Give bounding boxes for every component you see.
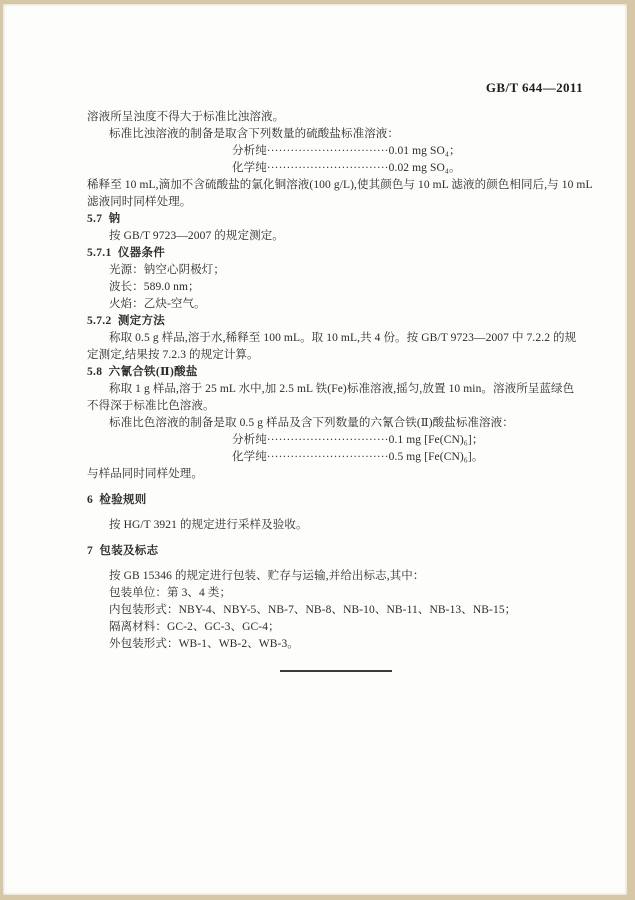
document-line: 与样品同时同样处理。 xyxy=(87,468,203,480)
document-line: 稀释至 10 mL,滴加不含硫酸盐的氯化铜溶液(100 g/L),使其颜色与 10 mL 滤液的颜色相同后,与 10 mL xyxy=(87,179,593,191)
document-line: 称取 0.5 g 样品,溶于水,稀释至 100 mL。取 10 mL,共 4 份。按 GB/T 9723—2007 中 7.2.2 的规 xyxy=(109,332,577,344)
document-line: 5.7.2 测定方法 xyxy=(87,315,166,327)
document-line: 包装单位：第 3、4 类； xyxy=(109,587,232,599)
document-line: 隔离材料：GC-2、GC-3、GC-4； xyxy=(109,621,280,633)
document-line: 5.8 六氰合铁(Ⅱ)酸盐 xyxy=(87,366,198,378)
document-line: 称取 1 g 样品,溶于 25 mL 水中,加 2.5 mL 铁(Fe)标准溶液,摇匀,放置 10 min。溶液所呈蓝绿色 xyxy=(109,383,575,395)
document-line: 5.7 钠 xyxy=(87,213,121,225)
document-line: 7 包装及标志 xyxy=(87,545,159,557)
document-line: 标准比浊溶液的制备是取含下列数量的硫酸盐标准溶液： xyxy=(109,128,399,140)
document-line: 按 GB/T 9723—2007 的规定测定。 xyxy=(109,230,284,242)
document-line: 内包装形式：NBY-4、NBY-5、NB-7、NB-8、NB-10、NB-11、NB-13、NB-15； xyxy=(109,604,517,616)
document-line: 6 检验规则 xyxy=(87,494,147,506)
document-line: 5.7.1 仪器条件 xyxy=(87,247,166,259)
document-line: 溶液所呈浊度不得大于标准比浊溶液。 xyxy=(87,111,285,123)
document-line: 波长：589.0 nm； xyxy=(109,281,200,293)
document-line: 标准比色溶液的制备是取 0.5 g 样品及含下列数量的六氰合铁(Ⅱ)酸盐标准溶液： xyxy=(109,417,514,429)
document-line: 按 HG/T 3921 的规定进行采样及验收。 xyxy=(109,519,308,531)
document-line: 不得深于标准比色溶液。 xyxy=(87,400,215,412)
document-line: 定测定,结果按 7.2.3 的规定计算。 xyxy=(87,349,259,361)
document-line: 外包装形式：WB-1、WB-2、WB-3。 xyxy=(109,638,299,650)
document-line: 分析纯·······························0.1 mg [Fe(CN)₆]； xyxy=(232,434,484,446)
document-line: 化学纯·······························0.02 mg SO₄。 xyxy=(232,162,461,174)
document-line: 火焰：乙炔-空气。 xyxy=(109,298,206,310)
document-line: 按 GB 15346 的规定进行包装、贮存与运输,并给出标志,其中： xyxy=(109,570,425,582)
document-page xyxy=(3,4,627,895)
document-line: 滤液同时同样处理。 xyxy=(87,196,192,208)
document-line: 光源：钠空心阴极灯； xyxy=(109,264,225,276)
document-line: 分析纯·······························0.01 mg SO₄； xyxy=(232,145,461,157)
document-lines xyxy=(87,109,593,672)
document-line: 化学纯·······························0.5 mg [Fe(CN)₆]。 xyxy=(232,451,484,463)
standard-number-header: GB/T 644—2011 xyxy=(485,80,583,95)
end-of-document-rule xyxy=(280,670,392,672)
